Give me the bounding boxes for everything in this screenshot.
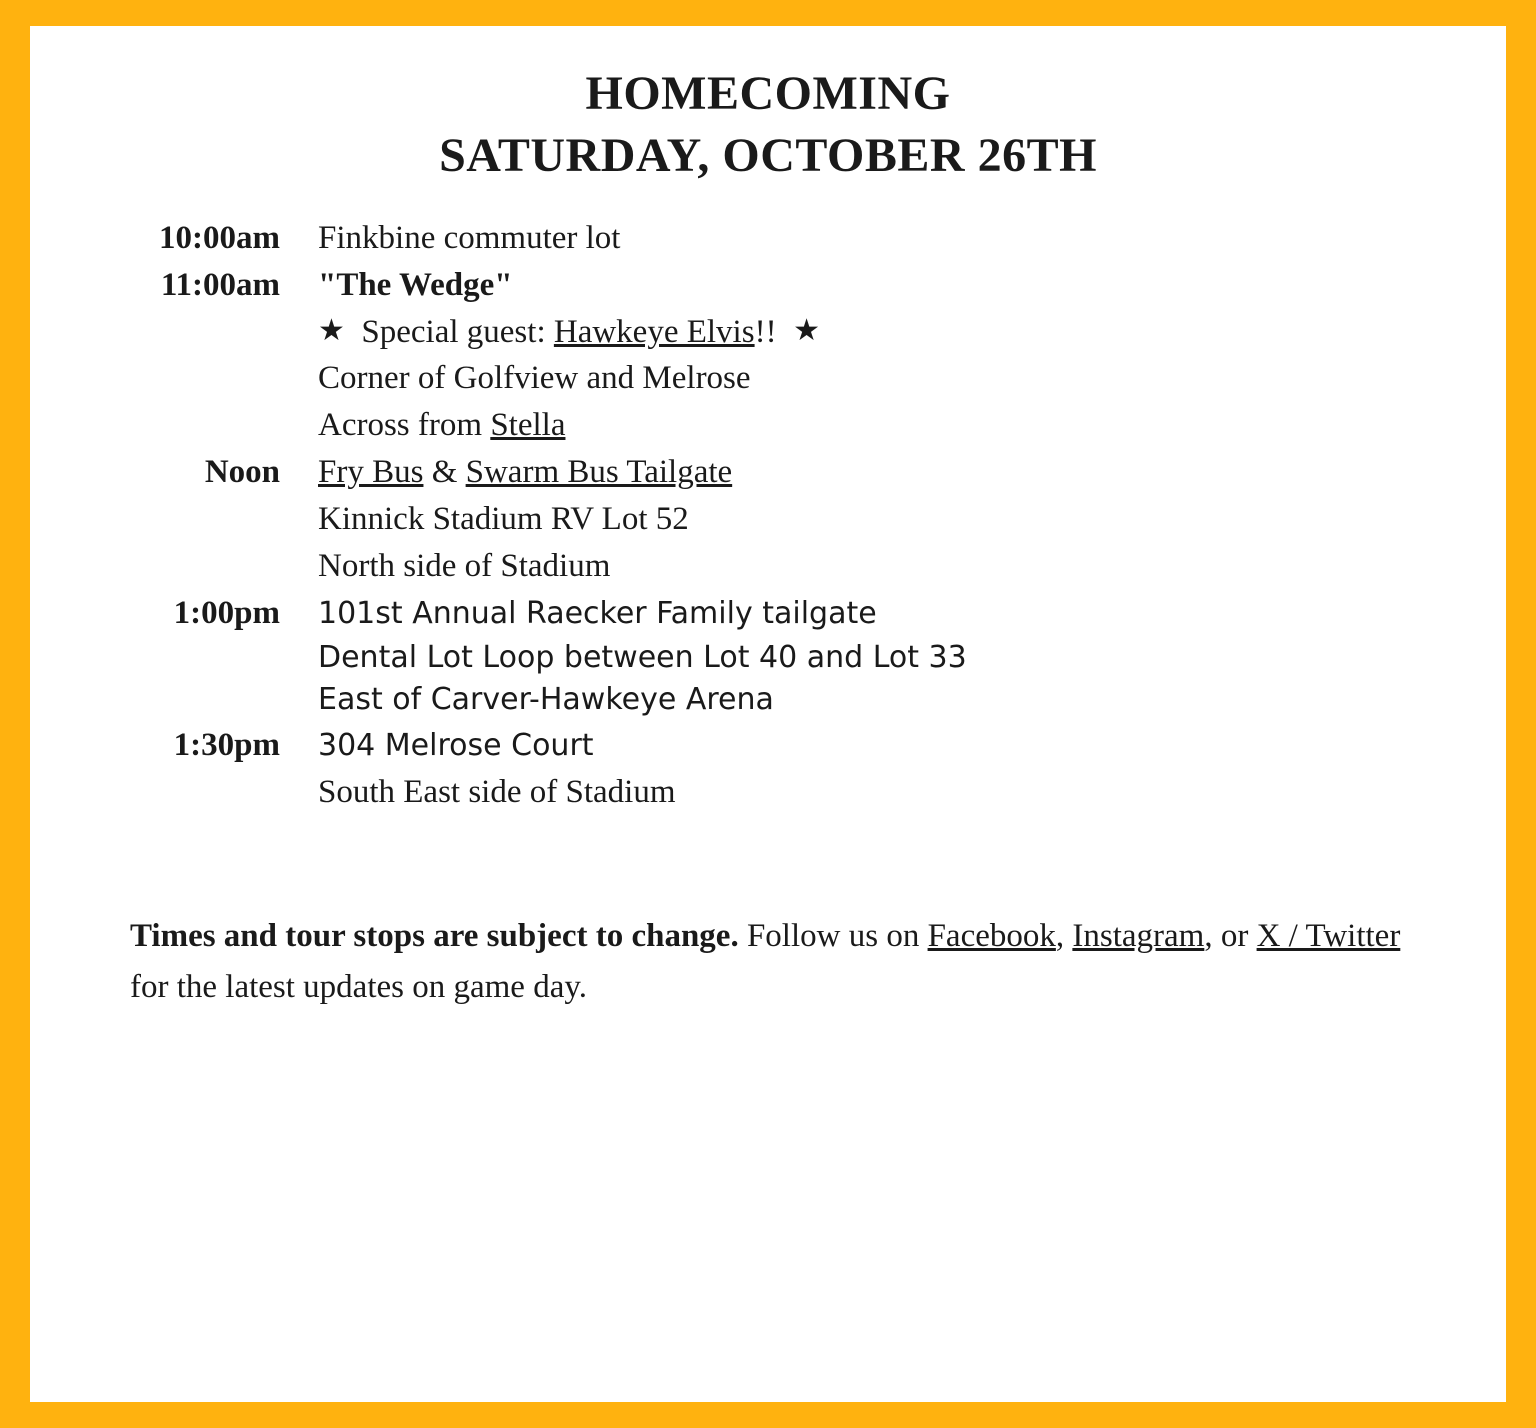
schedule-detail: East of Carver-Hawkeye Arena <box>318 682 774 718</box>
schedule-detail: "The Wedge" <box>318 266 513 303</box>
schedule-row <box>78 637 1458 680</box>
schedule-time: 10:00am <box>159 219 280 256</box>
instagram-link[interactable]: Instagram <box>1072 918 1205 955</box>
footer-follow-prefix: Follow us on <box>738 918 928 955</box>
schedule-time: 1:30pm <box>173 726 280 763</box>
schedule-list <box>78 215 1458 816</box>
schedule-detail-special-guest <box>318 309 1458 356</box>
swarm-bus-tailgate-link[interactable]: Swarm Bus Tailgate <box>465 454 733 491</box>
footer-note <box>78 911 1458 1011</box>
schedule-row <box>78 543 1458 590</box>
schedule-detail: North side of Stadium <box>318 547 611 584</box>
schedule-row <box>78 722 1458 769</box>
facebook-link[interactable]: Facebook <box>927 918 1056 955</box>
schedule-row <box>78 402 1458 449</box>
footer-suffix: for the latest updates on game day. <box>130 968 587 1005</box>
schedule-time: 11:00am <box>160 266 280 303</box>
schedule-time: 1:00pm <box>173 594 280 631</box>
schedule-detail: Kinnick Stadium RV Lot 52 <box>318 500 689 537</box>
bus-separator: & <box>423 454 466 491</box>
poster-body <box>30 26 1506 1402</box>
schedule-detail: 304 Melrose Court <box>318 727 594 763</box>
footer-notice: Times and tour stops are subject to change. <box>130 918 739 955</box>
schedule-row <box>78 262 1458 309</box>
schedule-detail: Dental Lot Loop between Lot 40 and Lot 33 <box>318 639 967 675</box>
schedule-row <box>78 449 1458 496</box>
hawkeye-elvis-link[interactable]: Hawkeye Elvis <box>553 313 755 350</box>
fry-bus-link[interactable]: Fry Bus <box>318 454 424 491</box>
special-guest-suffix: !! <box>754 313 785 350</box>
schedule-detail: 101st Annual Raecker Family tailgate <box>318 595 877 631</box>
schedule-row <box>78 215 1458 262</box>
page-title-line1: HOMECOMING <box>585 67 951 120</box>
stella-link[interactable]: Stella <box>490 407 566 444</box>
schedule-detail: Corner of Golfview and Melrose <box>318 360 751 397</box>
poster-title <box>78 64 1458 189</box>
schedule-detail-buses <box>318 449 1458 496</box>
schedule-row <box>78 590 1458 637</box>
schedule-row <box>78 309 1458 356</box>
schedule-row <box>78 355 1458 402</box>
schedule-detail: South East side of Stadium <box>318 773 676 810</box>
schedule-row <box>78 679 1458 722</box>
schedule-detail-stella <box>318 402 1458 449</box>
footer-sep2: , or <box>1204 918 1257 955</box>
star-icon: ★ <box>793 313 820 347</box>
schedule-detail: Finkbine commuter lot <box>318 219 621 256</box>
footer-sep1: , <box>1055 918 1073 955</box>
across-from-label: Across from <box>318 407 491 444</box>
page-title-line2: SATURDAY, OCTOBER 26TH <box>439 129 1097 182</box>
schedule-row <box>78 769 1458 816</box>
special-guest-prefix: Special guest: <box>353 313 554 350</box>
twitter-link[interactable]: X / Twitter <box>1256 918 1401 955</box>
schedule-time: Noon <box>204 454 280 491</box>
schedule-row <box>78 496 1458 543</box>
star-icon: ★ <box>318 313 345 347</box>
